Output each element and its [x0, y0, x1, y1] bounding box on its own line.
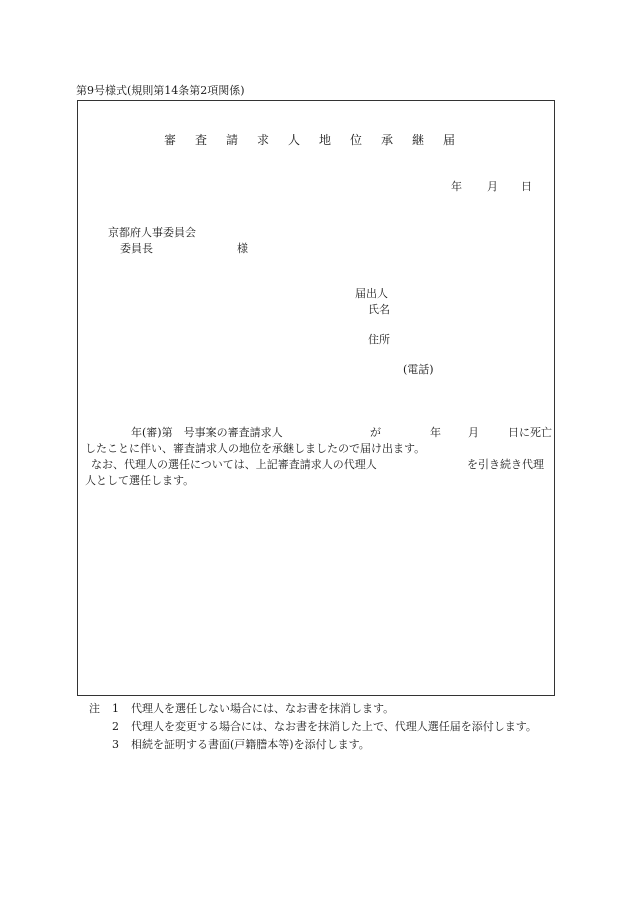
notifier-address-label: 住所: [368, 333, 390, 346]
notifier-label: 届出人: [355, 287, 388, 300]
addressee-organization: 京都府人事委員会: [108, 226, 196, 239]
notes-heading: 注: [89, 702, 100, 715]
note-text: 相続を証明する書面(戸籍謄本等)を添付します。: [131, 738, 370, 751]
body-line-1-year: 年: [430, 426, 441, 439]
body-line-1: 年(審)第 号事案の審査請求人: [131, 426, 283, 439]
form-number-label: 第9号様式(規則第14条第2項関係): [76, 84, 245, 97]
form-title: 審査請求人地位承継届: [163, 133, 474, 147]
note-number: 2: [112, 720, 119, 733]
notifier-phone-label: (電話): [403, 363, 434, 376]
note-text: 代理人を選任しない場合には、なお書を抹消します。: [131, 702, 395, 715]
body-line-4: 人として選任します。: [85, 474, 195, 487]
body-line-3: なお、代理人の選任については、上記審査請求人の代理人: [91, 458, 377, 471]
body-line-1-particle: が: [370, 426, 381, 439]
date-day-label: 日: [521, 180, 532, 193]
body-line-2: したことに伴い、審査請求人の地位を承継しましたので届け出ます。: [85, 442, 426, 455]
body-line-1-month: 月: [468, 426, 479, 439]
form-frame: [77, 100, 555, 696]
body-line-3-end: を引き続き代理: [467, 458, 544, 471]
addressee-title: 委員長: [120, 242, 153, 255]
note-number: 1: [112, 702, 119, 715]
notifier-name-label: 氏名: [368, 303, 390, 316]
addressee-honorific: 様: [237, 242, 248, 255]
date-year-label: 年: [451, 180, 462, 193]
note-text: 代理人を変更する場合には、なお書を抹消した上で、代理人選任届を添付します。: [131, 720, 537, 733]
body-line-1-day: 日に死亡: [508, 426, 552, 439]
date-month-label: 月: [487, 180, 498, 193]
note-number: 3: [112, 738, 119, 751]
